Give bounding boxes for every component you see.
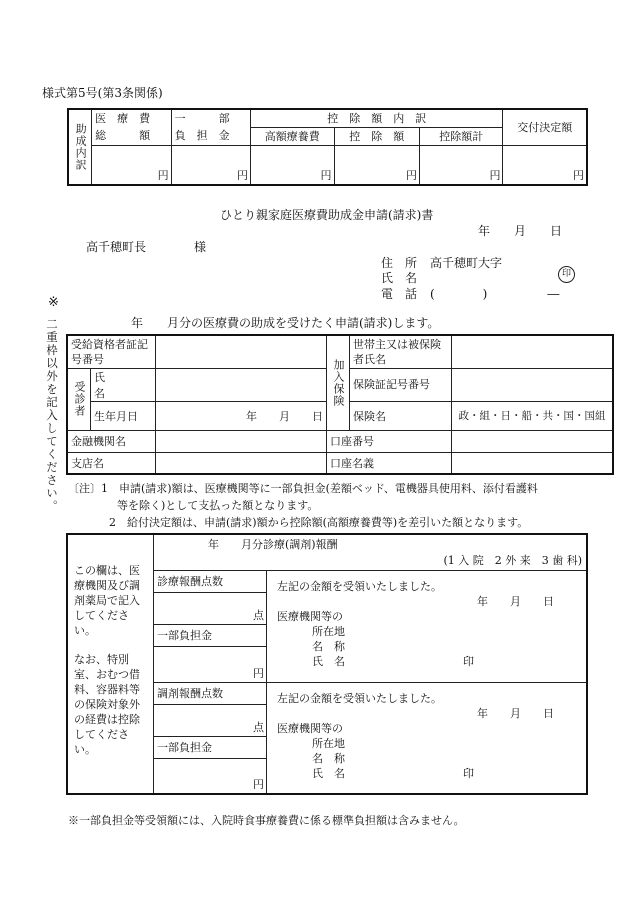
copay-cell[interactable]: 円 xyxy=(171,145,250,185)
provider-note-column xyxy=(67,534,154,794)
dispense-copay-label: 一部負担金 xyxy=(154,736,267,758)
note-1b: 等を除く)として支払った額となります。 xyxy=(117,499,319,512)
dispense-inst-name[interactable]: 名 称 xyxy=(312,751,345,765)
application-statement: 年 月分の医療費の助成を受けたく申請(請求)します。 xyxy=(131,316,440,330)
account-number-field[interactable] xyxy=(452,430,614,452)
medical-total-header: 医 療 費 総 額 xyxy=(92,109,171,145)
birthdate-label: 生年月日 xyxy=(91,401,156,430)
address-label: 住 所 xyxy=(381,256,418,270)
dispense-receipt-block xyxy=(267,682,588,794)
dispense-points-cell[interactable]: 点 xyxy=(154,704,267,736)
medical-total-cell[interactable]: 円 xyxy=(92,145,171,185)
provider-note-1: この欄は、医療機関及び調剤薬局で記入してください。 xyxy=(74,564,140,637)
clinic-inst-name[interactable]: 名 称 xyxy=(312,639,345,653)
dispense-location[interactable]: 所在地 xyxy=(312,736,345,750)
address-value[interactable]: 高千穂町大字 xyxy=(430,256,503,270)
high-cost-header: 高額療養費 xyxy=(251,127,334,145)
dispense-seal: 印 xyxy=(463,766,474,780)
clinic-points-label: 診療報酬点数 xyxy=(154,570,267,592)
bank-field[interactable] xyxy=(156,430,327,452)
clinic-location[interactable]: 所在地 xyxy=(312,624,345,638)
household-head-label: 世帯主又は被保険者氏名 xyxy=(350,335,452,368)
addressee: 高千穂町長 様 xyxy=(86,240,207,254)
dispense-institution: 医療機関等の xyxy=(277,721,343,735)
household-head-field[interactable] xyxy=(452,335,614,368)
note-2: 2 給付決定額は、申請(請求)額から控除額(高額療養費等)を差引いた額となります。 xyxy=(109,516,529,529)
applicant-name-label: 氏 名 xyxy=(381,271,418,285)
grant-amount-header: 交付決定額 xyxy=(503,109,587,145)
deduction-breakdown-header: 控 除 額 内 訳 xyxy=(251,109,503,127)
form-number: 様式第5号(第3条関係) xyxy=(42,86,163,100)
clinic-person[interactable]: 氏 名 印 xyxy=(312,654,474,668)
deduction-total-header: 控除額計 xyxy=(419,127,502,145)
copay-header: 一 部 負 担 金 xyxy=(171,109,250,145)
cert-number-label: 受給資格者証記号番号 xyxy=(67,335,156,368)
patient-name-label: 氏 名 xyxy=(91,368,156,401)
insurance-type-options[interactable]: 政・組・日・船・共・国・国組 xyxy=(452,401,614,430)
side-mark: ※ xyxy=(48,295,59,310)
dispense-copay-cell[interactable]: 円 xyxy=(154,758,267,794)
clinic-copay-cell[interactable]: 円 xyxy=(154,646,267,682)
cert-number-field[interactable] xyxy=(156,335,327,368)
clinic-copay-label: 一部負担金 xyxy=(154,624,267,646)
form-title: ひとり親家庭医療費助成金申請(請求)書 xyxy=(220,208,434,222)
footer-note: ※一部負担金等受領額には、入院時食事療養費に係る標準負担額は含みません。 xyxy=(68,814,465,827)
clinic-points-cell[interactable]: 点 xyxy=(154,592,267,624)
high-cost-cell[interactable]: 円 xyxy=(251,145,334,185)
month-title-cell xyxy=(154,534,588,570)
clinic-date[interactable]: 年 月 日 xyxy=(477,594,554,608)
insurance-number-label: 保険証記号番号 xyxy=(350,368,452,401)
branch-field[interactable] xyxy=(156,452,327,474)
applicant-info-table xyxy=(66,334,614,475)
insurance-number-field[interactable] xyxy=(452,368,614,401)
clinic-institution: 医療機関等の xyxy=(277,609,343,623)
application-date[interactable]: 年 月 日 xyxy=(478,224,563,238)
visit-categories[interactable]: (1 入 院 2 外 来 3 歯 科) xyxy=(443,554,582,568)
phone-field[interactable]: ( ) ― xyxy=(430,287,560,301)
deduction-header: 控 除 額 xyxy=(334,127,419,145)
insurance-label: 加入保険 xyxy=(327,335,350,430)
dispense-points-label: 調剤報酬点数 xyxy=(154,682,267,704)
deduction-cell[interactable]: 円 xyxy=(334,145,419,185)
phone-label: 電 話 xyxy=(381,287,418,301)
clinic-seal: 印 xyxy=(463,654,474,668)
deduction-total-cell[interactable]: 円 xyxy=(419,145,502,185)
patient-name-field[interactable] xyxy=(156,368,327,401)
side-note: 二重枠以外を記入してください。 xyxy=(45,318,59,513)
subsidy-breakdown-label: 助成内訳 xyxy=(68,109,92,185)
grant-amount-cell[interactable]: 円 xyxy=(503,145,587,185)
provider-table xyxy=(66,533,588,795)
birthdate-field[interactable]: 年 月 日 xyxy=(156,401,327,430)
dispense-received: 左記の金額を受領いたしました。 xyxy=(277,691,442,705)
month-title[interactable]: 年 月分診療(調剤)報酬 xyxy=(208,538,338,552)
branch-label: 支店名 xyxy=(67,452,156,474)
patient-label: 受診者 xyxy=(67,368,91,430)
clinic-received: 左記の金額を受領いたしました。 xyxy=(277,579,442,593)
account-name-field[interactable] xyxy=(452,452,614,474)
bank-label: 金融機関名 xyxy=(67,430,156,452)
dispense-person[interactable]: 氏 名 印 xyxy=(312,766,474,780)
clinic-receipt-block xyxy=(267,570,588,682)
account-name-label: 口座名義 xyxy=(327,452,452,474)
subsidy-breakdown-table xyxy=(67,108,588,186)
note-1a: 〔注〕1 申請(請求)額は、医療機関等に一部負担金(差額ベッド、電機器具使用料、添付看護料 xyxy=(68,482,538,495)
account-number-label: 口座番号 xyxy=(327,430,452,452)
seal-mark: 印 xyxy=(558,266,575,283)
dispense-date[interactable]: 年 月 日 xyxy=(477,706,554,720)
provider-note-2: なお、特別室、おむつ借料、容器料等の保険対象外の経費は控除してください。 xyxy=(74,653,140,756)
insurance-name-label: 保険名 xyxy=(350,401,452,430)
